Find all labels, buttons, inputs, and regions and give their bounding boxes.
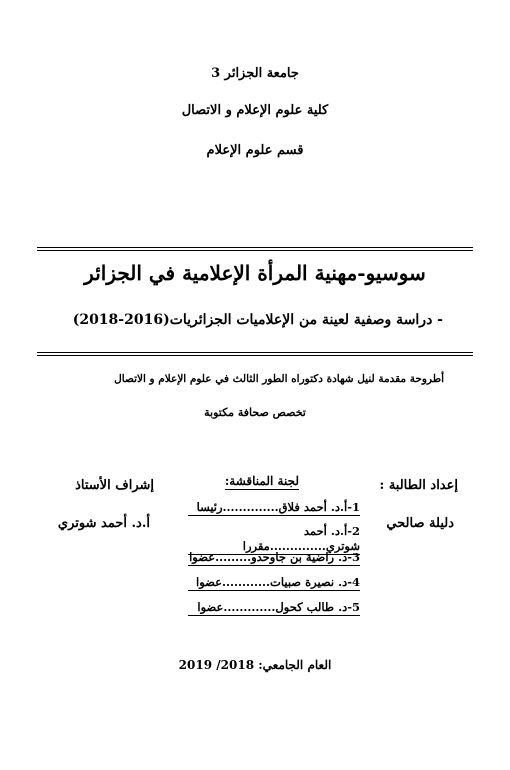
title-bottom-rule-2 bbox=[37, 355, 473, 356]
thesis-subtitle: - دراسة وصفية لعينة من الإعلاميات الجزائريات(2016-2018) bbox=[72, 312, 443, 328]
title-top-rule-2 bbox=[37, 250, 473, 251]
committee-member-3: 3-د. راضية بن جاوحدو.........عضوا bbox=[189, 550, 360, 564]
title-bottom-rule bbox=[37, 352, 473, 353]
committee-member-1: 1-أ.د. أحمد فلاق..............رئيسا bbox=[188, 500, 360, 516]
faculty-name: كلية علوم الإعلام و الاتصال bbox=[181, 103, 329, 118]
supervisor-name: أ.د. أحمد شوتري bbox=[57, 516, 150, 531]
academic-year: العام الجامعي: 2018/ 2019 bbox=[178, 658, 332, 672]
thesis-description: أطروحة مقدمة لنيل شهادة دكتوراه الطور الثالث في علوم الإعلام و الاتصال bbox=[114, 373, 444, 385]
title-top-rule bbox=[37, 247, 473, 248]
supervisor-label: إشراف الأستاذ bbox=[75, 478, 154, 493]
student-name: دليلة صالحي bbox=[386, 516, 454, 531]
department-name: قسم علوم الإعلام bbox=[206, 143, 304, 158]
committee-member-4: 4-د. نصيرة صبيات............عضوا bbox=[188, 575, 360, 591]
committee-member-5: 5-د. طالب كحول.............عضوا bbox=[188, 600, 360, 616]
specialty: تخصص صحافة مكتوبة bbox=[204, 406, 306, 419]
committee-member-2: 2-أ.د. أحمد شوتري..............مقررا bbox=[188, 524, 360, 555]
committee-label: لجنة المناقشة: bbox=[224, 474, 299, 488]
thesis-title: سوسيو-مهنية المرأة الإعلامية في الجزائر bbox=[84, 261, 426, 285]
university-name: جامعة الجزائر 3 bbox=[211, 66, 299, 81]
student-label: إعداد الطالبة : bbox=[379, 478, 458, 493]
